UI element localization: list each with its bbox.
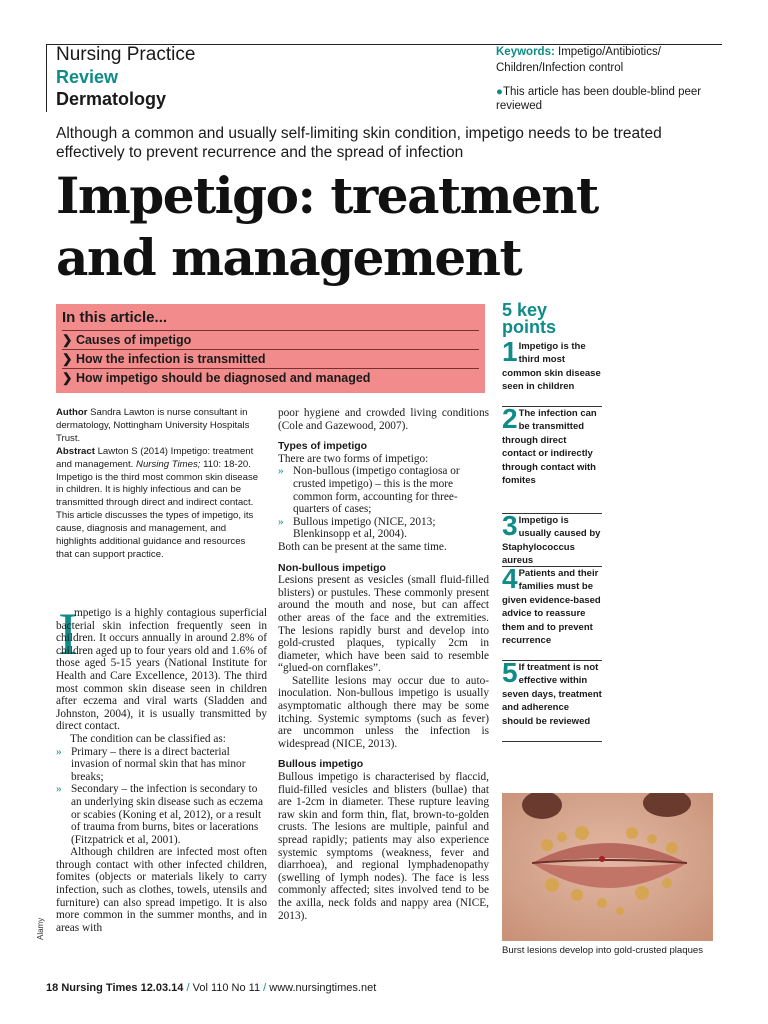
in-this-article-title: In this article... bbox=[62, 309, 168, 326]
body-paragraph: Satellite lesions may occur due to auto-inoculation. Non-bullous impetigo is usually asymptomatic although there may be some itching. Systemic symptoms (such as fever) are uncommon unless the infection is widespread (NICE, 2013). bbox=[278, 674, 489, 750]
website-url: www.nursingtimes.net bbox=[269, 982, 377, 994]
key-points-title: 5 key points bbox=[502, 300, 556, 337]
bullet-item: » Bullous impetigo (NICE, 2013; Blenkinsopp et al, 2004). bbox=[278, 516, 489, 541]
section-title: Nursing Practice bbox=[56, 44, 196, 65]
bullet-item: » Secondary – the infection is secondary to an underlying skin disease such as eczema or scabies (Koning et al, 2012), or a result of trauma from burns, bites or lacerations (Fitzpatrick et al, 2001). bbox=[56, 783, 267, 846]
body-column-left bbox=[56, 601, 267, 934]
keywords-text: Impetigo/Antibiotics/ Children/Infection control bbox=[496, 46, 661, 74]
footer: 18 Nursing Times 12.03.14 / Vol 110 No 11 / www.nursingtimes.net bbox=[46, 982, 377, 994]
chevron-right-icon: ❯ bbox=[62, 371, 76, 385]
body-paragraph: Lesions present as vesicles (small fluid-filled blisters) or pustules. These commonly present around the mouth and nose, but can affect other areas of the face and the extremities. The lesions rapidly burst and develop into gold-crusted plaques, typically 2cm in diameter, which have been said to resemble “glued-on cornflakes”. bbox=[278, 574, 489, 675]
headline: Impetigo: treatment and management bbox=[56, 166, 598, 287]
drop-cap: I bbox=[58, 601, 78, 667]
key-point-4: 4 Patients and their families must be given evidence-based advice to reassure them and to prevent recurrence bbox=[502, 567, 602, 661]
peer-review-note bbox=[496, 85, 706, 113]
key-point-1: 1 Impetigo is the third most common skin disease seen in children bbox=[502, 340, 602, 407]
page-number: 18 bbox=[46, 982, 59, 994]
body-paragraph: Bullous impetigo is characterised by flaccid, fluid-filled vesicles and blisters (bullae) that are 1-2cm in diameter. These rupture leaving raw skin and form thin, flat, brown-to-golden crusts. The lesions are multiple, painful and spread rapidly; patients may also experience systemic symptoms (weakness, fever and diarrhoea), and regional lymphadenopathy (swelling of lymph nodes). The face is less commonly affected; sites involved tend to be the axilla, neck folds and nappy area (NICE, 2013). bbox=[278, 771, 489, 922]
body-paragraph: Both can be present at the same time. bbox=[278, 540, 447, 553]
subheading: Non-bullous impetigo bbox=[278, 561, 386, 574]
photo-credit: Alamy bbox=[36, 917, 45, 940]
key-point-2: 2 The infection can be transmitted through direct contact or indirectly through contact with fomites bbox=[502, 407, 602, 514]
standfirst: Although a common and usually self-limiting skin condition, impetigo needs to be treated effectively to prevent recurrence and the spread of infection bbox=[56, 125, 662, 161]
author-abstract: Author Sandra Lawton is nurse consultant in dermatology, Nottingham University Hospitals Trust. Abstract Lawton S (2014) Impetigo: treatment and management. Nursing Times; 110: 18-20. Impetigo is the third most common skin disease in children. It is highly infectious and can be transmitted through direct and indirect contact. This article discusses the types of impetigo, its cause, diagnosis and management, and highlights additional guidance and resources that can support practice. bbox=[56, 407, 259, 560]
bullet-icon: ● bbox=[496, 86, 503, 98]
volume: Vol 110 No 11 bbox=[192, 982, 261, 994]
body-paragraph: There are two forms of impetigo: bbox=[278, 452, 429, 465]
in-this-article-item: ❯ How the infection is transmitted bbox=[62, 349, 479, 369]
figure-caption: Burst lesions develop into gold-crusted plaques bbox=[502, 945, 704, 956]
peer-review-text: This article has been double-blind peer reviewed bbox=[496, 86, 702, 112]
impetigo-photo bbox=[502, 793, 713, 941]
subheading: Bullous impetigo bbox=[278, 758, 364, 771]
keywords-label: Keywords: bbox=[496, 46, 555, 58]
body-paragraph: poor hygiene and crowded living conditions (Cole and Gazewood, 2007). bbox=[278, 407, 489, 432]
journal-date: Nursing Times 12.03.14 bbox=[61, 982, 184, 994]
body-column-middle bbox=[278, 407, 489, 922]
key-point-5: 5 If treatment is not effective within seven days, treatment and adherence should be reviewed bbox=[502, 661, 602, 742]
chevron-right-icon: ❯ bbox=[62, 333, 76, 347]
bullet-item: » Non-bullous (impetigo contagiosa or crusted impetigo) – this is the more common form, accounting for three-quarters of cases; bbox=[278, 465, 489, 515]
body-paragraph: mpetigo is a highly contagious superficial bacterial skin infection frequently seen in children. It occurs annually in around 2.8% of children aged up to four years old and 1.6% of those aged 5-15 years (National Institute for Health and Care Excellence, 2013). The third most common skin disease seen in children after eczema and viral warts (Sladden and Johnston, 2004), it is usually transmitted by direct contact. bbox=[56, 607, 267, 733]
subheading: Types of impetigo bbox=[278, 440, 368, 453]
body-paragraph: The condition can be classified as: bbox=[70, 732, 226, 745]
in-this-article-item: ❯ How impetigo should be diagnosed and managed bbox=[62, 368, 479, 388]
in-this-article-item: ❯ Causes of impetigo bbox=[62, 330, 479, 350]
keywords bbox=[496, 44, 716, 76]
article-type: Review bbox=[56, 67, 119, 87]
chevron-right-icon: ❯ bbox=[62, 352, 76, 366]
article-topic: Dermatology bbox=[56, 89, 167, 109]
header-left-rule bbox=[46, 44, 47, 112]
bullet-item: » Primary – there is a direct bacterial invasion of normal skin that has minor breaks; bbox=[56, 746, 267, 784]
body-paragraph: Although children are infected most often through contact with other infected children, fomites (objects or materials likely to carry infection, such as clothes, towels, utensils and furniture) can also spread impetigo. It is also more common in the summer months, and in areas with bbox=[56, 846, 267, 934]
key-point-3: 3 Impetigo is usually caused by Staphylococcus aureus bbox=[502, 510, 601, 567]
